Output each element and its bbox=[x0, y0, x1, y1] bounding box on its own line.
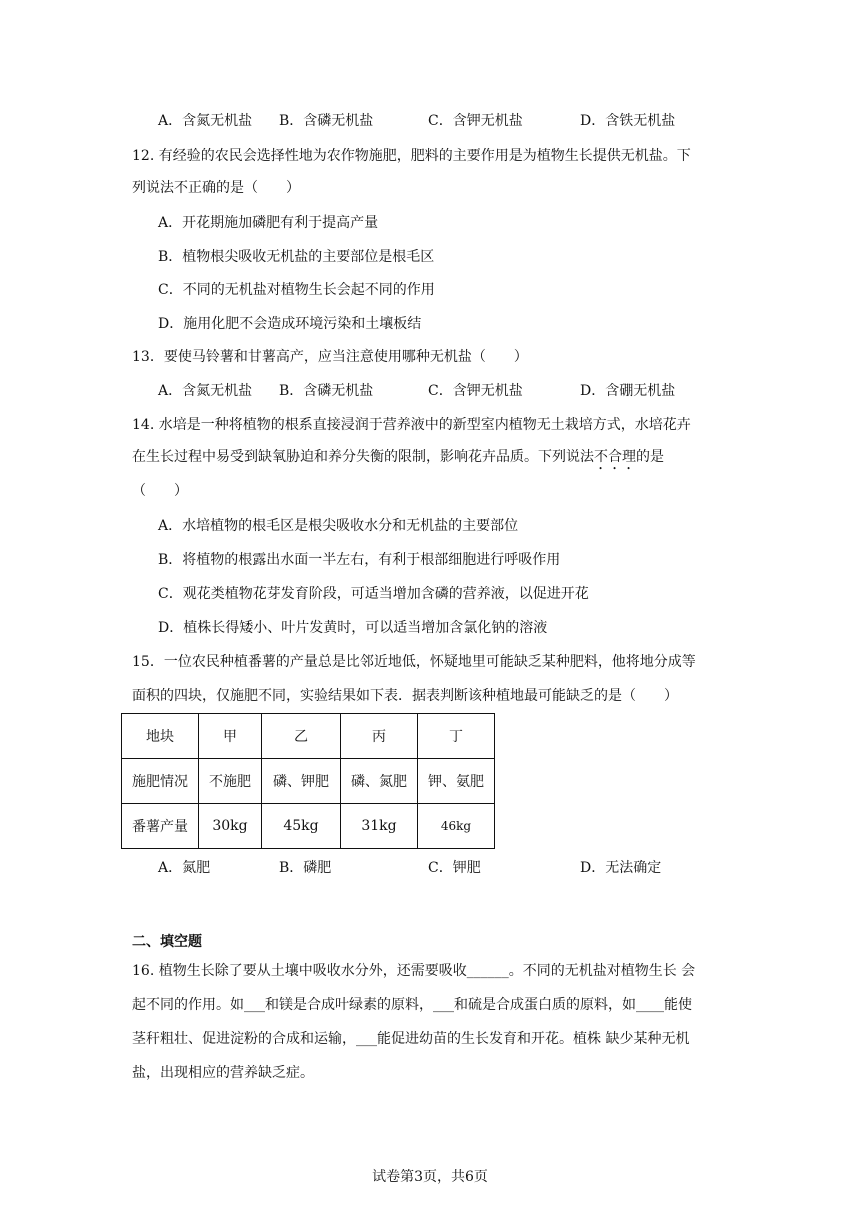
table-cell: 乙 bbox=[262, 714, 341, 759]
q14-stem-line2 bbox=[132, 447, 664, 473]
q13-option-b: B．含磷无机盐 bbox=[279, 383, 374, 399]
q13-stem: 13．要使马铃薯和甘薯高产，应当注意使用哪种无机盐（ ） bbox=[132, 349, 528, 365]
q11-option-d: D．含铁无机盐 bbox=[580, 113, 676, 129]
table-cell: 地块 bbox=[122, 714, 199, 759]
section-heading: 二、填空题 bbox=[132, 934, 202, 950]
q16-line4: 盐，出现相应的营养缺乏症。 bbox=[132, 1065, 314, 1081]
q13-option-d: D．含硼无机盐 bbox=[580, 383, 676, 399]
page-footer: 试卷第3页，共6页 bbox=[372, 1169, 488, 1185]
table-cell: 施肥情况 bbox=[122, 759, 199, 804]
q12-stem-line1: 12. 有经验的农民会选择性地为农作物施肥，肥料的主要作用是为植物生长提供无机盐。下 bbox=[132, 148, 691, 164]
table-cell: 磷、钾肥 bbox=[262, 759, 341, 804]
table-cell: 丁 bbox=[418, 714, 495, 759]
q12-option-c: C．不同的无机盐对植物生长会起不同的作用 bbox=[158, 282, 435, 298]
q11-option-a: A．含氮无机盐 bbox=[158, 113, 253, 129]
q14-option-a: A．水培植物的根毛区是根尖吸收水分和无机盐的主要部位 bbox=[158, 518, 519, 534]
q15-option-c: C．钾肥 bbox=[428, 860, 481, 876]
q12-stem-line2: 列说法不正确的是（ ） bbox=[132, 180, 300, 196]
q11-option-b: B．含磷无机盐 bbox=[279, 113, 374, 129]
q15-stem-line2: 面积的四块，仅施肥不同，实验结果如下表．据表判断该种植地最可能缺乏的是（ ） bbox=[132, 688, 678, 704]
table-cell: 番薯产量 bbox=[122, 804, 199, 849]
q15-stem-line1: 15．一位农民种植番薯的产量总是比邻近地低，怀疑地里可能缺乏某种肥料，他将地分成等 bbox=[132, 654, 696, 670]
q15-option-a: A．氮肥 bbox=[158, 860, 211, 876]
q13-option-c: C．含钾无机盐 bbox=[428, 383, 523, 399]
q11-option-c: C．含钾无机盐 bbox=[428, 113, 523, 129]
q14-stem-line2-pre: 在生长过程中易受到缺氧胁迫和养分失衡的限制，影响花卉品质。下列说法 bbox=[132, 449, 594, 465]
q12-option-d: D．施用化肥不会造成环境污染和土壤板结 bbox=[158, 316, 422, 332]
table-cell: 磷、氮肥 bbox=[341, 759, 418, 804]
table-cell: 钾、氨肥 bbox=[418, 759, 495, 804]
q13-option-a: A．含氮无机盐 bbox=[158, 383, 253, 399]
q16-line1: 16. 植物生长除了要从土壤中吸收水分外，还需要吸收______。不同的无机盐对植物生长 会 bbox=[132, 963, 696, 979]
q14-option-d: D．植株长得矮小、叶片发黄时，可以适当增加含氯化钠的溶液 bbox=[158, 620, 548, 636]
table-row bbox=[122, 759, 495, 804]
q14-stem-line1: 14. 水培是一种将植物的根系直接浸润于营养液中的新型室内植物无土栽培方式，水培花卉 bbox=[132, 417, 691, 433]
q15-option-b: B．磷肥 bbox=[279, 860, 332, 876]
table-cell: 30kg bbox=[199, 804, 262, 849]
q15-option-d: D．无法确定 bbox=[580, 860, 662, 876]
q14-stem-line2-post: 的是 bbox=[636, 449, 664, 465]
table-cell: 31kg bbox=[341, 804, 418, 849]
table-cell: 丙 bbox=[341, 714, 418, 759]
q16-line2: 起不同的作用。如___和镁是合成叶绿素的原料，___和硫是合成蛋白质的原料，如____能使 bbox=[132, 997, 692, 1013]
q14-option-b: B．将植物的根露出水面一半左右，有利于根部细胞进行呼吸作用 bbox=[158, 552, 561, 568]
q12-option-b: B．植物根尖吸收无机盐的主要部位是根毛区 bbox=[158, 249, 435, 265]
q16-line3: 茎秆粗壮、促进淀粉的合成和运输，___能促进幼苗的生长发育和开花。植株 缺少某种无机 bbox=[132, 1031, 690, 1047]
table-header-row bbox=[122, 714, 495, 759]
table-cell: 不施肥 bbox=[199, 759, 262, 804]
q14-option-c: C．观花类植物花芽发育阶段，可适当增加含磷的营养液，以促进开花 bbox=[158, 586, 589, 602]
q14-emphasis-text: 不合理 bbox=[594, 449, 636, 465]
fertilizer-table bbox=[121, 713, 495, 849]
q14-stem-line3: （ ） bbox=[132, 483, 188, 499]
table-cell: 46kg bbox=[418, 804, 495, 849]
table-cell: 45kg bbox=[262, 804, 341, 849]
table-row bbox=[122, 804, 495, 849]
table-cell: 甲 bbox=[199, 714, 262, 759]
q12-option-a: A．开花期施加磷肥有利于提高产量 bbox=[158, 215, 379, 231]
